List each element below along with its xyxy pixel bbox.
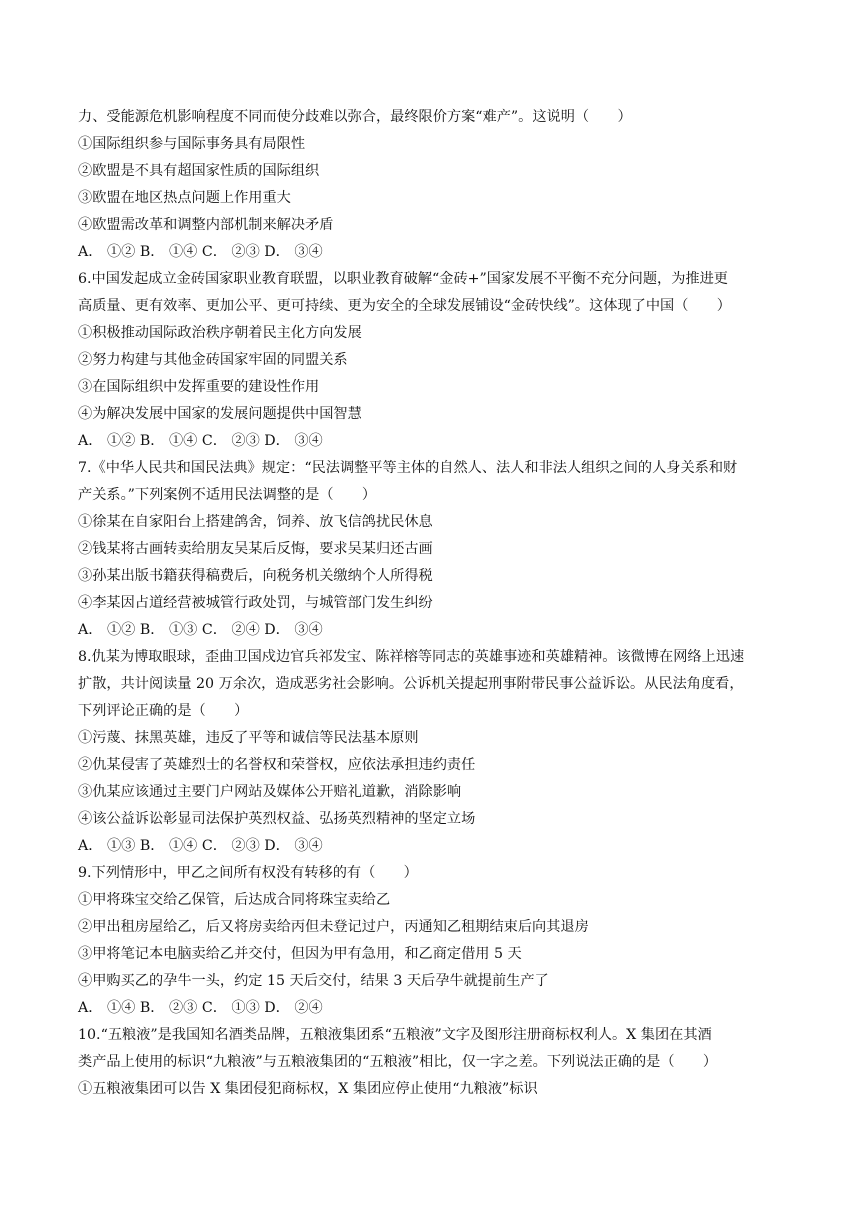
question-6 <box>78 266 784 455</box>
exam-page <box>78 104 784 1103</box>
answer-item: ①五粮液集团可以告 X 集团侵犯商标权，X 集团应停止使用“九粮液”标识 <box>78 1081 538 1097</box>
answer-item: ④甲购买乙的孕牛一头，约定 15 天后交付，结果 3 天后孕牛就提前生产了 <box>78 973 549 989</box>
answer-item: ④为解决发展中国家的发展问题提供中国智慧 <box>78 406 362 422</box>
answer-item: ①国际组织参与国际事务具有局限性 <box>78 136 306 152</box>
answer-item: ④欧盟需改革和调整内部机制来解决矛盾 <box>78 217 334 233</box>
question-8 <box>78 644 784 860</box>
question-stem-line: 扩散，共计阅读量 20 万余次，造成恶劣社会影响。公诉机关提起刑事附带民事公益诉讼。从民法角度看， <box>78 676 744 692</box>
answer-item: ①徐某在自家阳台上搭建鸽舍，饲养、放飞信鸽扰民休息 <box>78 514 433 530</box>
question-stem-line: 9.下列情形中，甲乙之间所有权没有转移的有（ ） <box>78 865 418 881</box>
question-5-continuation <box>78 104 784 266</box>
question-stem-line: 高质量、更有效率、更加公平、更可持续、更为安全的全球发展铺设“金砖快线”。这体现了中国（ ） <box>78 298 731 314</box>
answer-item: ③甲将笔记本电脑卖给乙并交付，但因为甲有急用，和乙商定借用 5 天 <box>78 946 522 962</box>
question-10 <box>78 1022 784 1103</box>
answer-item: ②甲出租房屋给乙，后又将房卖给丙但未登记过户，丙通知乙租期结束后向其退房 <box>78 919 589 935</box>
answer-item: ③欧盟在地区热点问题上作用重大 <box>78 190 291 206</box>
question-stem-line: 10.“五粮液”是我国知名酒类品牌，五粮液集团系“五粮液”文字及图形注册商标权利人。X 集团在其酒 <box>78 1027 712 1043</box>
answer-item: ①积极推动国际政治秩序朝着民主化方向发展 <box>78 325 362 341</box>
answer-options: A． ①② B． ①③ C． ②④ D． ③④ <box>78 622 323 638</box>
question-stem-line: 7.《中华人民共和国民法典》规定：“民法调整平等主体的自然人、法人和非法人组织之间的人身关系和财 <box>78 460 738 476</box>
question-9 <box>78 860 784 1022</box>
question-stem-line: 6.中国发起成立金砖国家职业教育联盟，以职业教育破解“金砖+”国家发展不平衡不充分问题，为推进更 <box>78 271 728 287</box>
answer-options: A． ①② B． ①④ C． ②③ D． ③④ <box>78 244 323 260</box>
answer-item: ③仇某应该通过主要门户网站及媒体公开赔礼道歉，消除影响 <box>78 784 462 800</box>
answer-item: ②欧盟是不具有超国家性质的国际组织 <box>78 163 320 179</box>
question-stem-line: 类产品上使用的标识“九粮液”与五粮液集团的“五粮液”相比，仅一字之差。下列说法正确的是（ ） <box>78 1054 718 1070</box>
answer-item: ②努力构建与其他金砖国家牢固的同盟关系 <box>78 352 348 368</box>
answer-options: A． ①② B． ①④ C． ②③ D． ③④ <box>78 433 323 449</box>
answer-options: A． ①③ B． ①④ C． ②③ D． ③④ <box>78 838 323 854</box>
answer-item: ③孙某出版书籍获得稿费后，向税务机关缴纳个人所得税 <box>78 568 433 584</box>
answer-item: ①甲将珠宝交给乙保管，后达成合同将珠宝卖给乙 <box>78 892 391 908</box>
answer-item: ③在国际组织中发挥重要的建设性作用 <box>78 379 320 395</box>
question-stem-line: 下列评论正确的是（ ） <box>78 703 249 719</box>
question-stem-line: 产关系。”下列案例不适用民法调整的是（ ） <box>78 487 377 503</box>
answer-item: ④该公益诉讼彰显司法保护英烈权益、弘扬英烈精神的坚定立场 <box>78 811 476 827</box>
answer-item: ②钱某将古画转卖给朋友吴某后反悔，要求吴某归还古画 <box>78 541 433 557</box>
question-stem-line: 8.仇某为博取眼球，歪曲卫国戍边官兵祁发宝、陈祥榕等同志的英雄事迹和英雄精神。该微博在网络上迅速 <box>78 649 745 665</box>
question-stem-line: 力、受能源危机影响程度不同而使分歧难以弥合，最终限价方案“难产”。这说明（ ） <box>78 109 632 125</box>
answer-options: A． ①④ B． ②③ C． ①③ D． ②④ <box>78 1000 323 1016</box>
answer-item: ②仇某侵害了英雄烈士的名誉权和荣誉权，应依法承担违约责任 <box>78 757 476 773</box>
answer-item: ④李某因占道经营被城管行政处罚，与城管部门发生纠纷 <box>78 595 433 611</box>
answer-item: ①污蔑、抹黑英雄，违反了平等和诚信等民法基本原则 <box>78 730 419 746</box>
question-7 <box>78 455 784 644</box>
